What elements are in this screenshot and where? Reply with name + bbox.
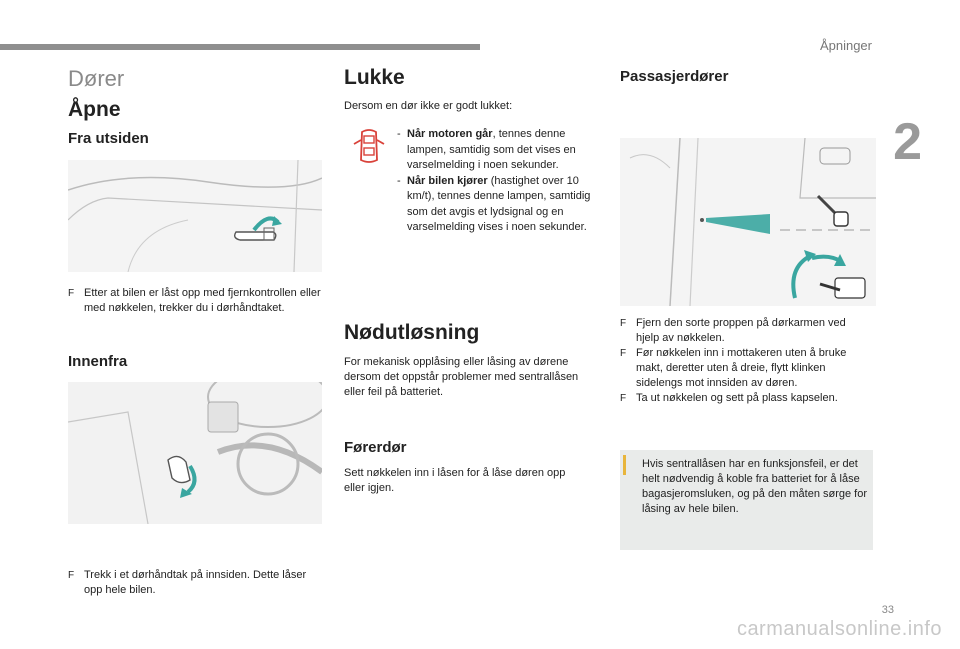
step-3-text: Ta ut nøkkelen og sett på plass kapselen. — [636, 392, 838, 404]
chapter-title: Åpninger — [819, 38, 872, 53]
inside-bullet-text: Trekk i et dørhåndtak på innsiden. Dette låser opp hele bilen. — [84, 569, 307, 596]
heading-close: Lukke — [344, 66, 405, 89]
door-open-warning-icon — [350, 126, 388, 166]
top-rule — [0, 44, 480, 50]
warning-2-bold: Når bilen kjører — [407, 174, 488, 187]
heading-from-inside: Innenfra — [68, 353, 128, 370]
heading-open: Åpne — [68, 98, 121, 121]
emergency-text: For mekanisk opplåsing eller låsing av dørene dersom det oppstår problemer med sentrallåsen eller feil på batteriet. — [344, 356, 579, 398]
emergency-lock-illustration — [620, 138, 876, 306]
heading-emergency-release: Nødutløsning — [344, 321, 480, 344]
warning-item-engine-running — [397, 127, 595, 174]
warning-2-text: (hastighet over 10 km/t), tennes denne lampen, samtidig som det avgis et lydsignal og en varselmelding vises i noen sekunder. — [407, 174, 591, 233]
heading-from-outside: Fra utsiden — [68, 130, 149, 147]
step-2 — [620, 346, 872, 391]
outside-bullet — [68, 286, 322, 316]
step-2-text: Før nøkkelen inn i mottakeren uten å bruke makt, deretter uten å dreie, flytt klinken sidelengs mot innsiden av døren. — [636, 347, 847, 389]
close-intro: Dersom en dør ikke er godt lukket: — [344, 100, 513, 112]
step-1-text: Fjern den sorte proppen på dørkarmen ved hjelp av nøkkelen. — [636, 317, 846, 344]
driver-door-text: Sett nøkkelen inn i låsen for å låse døren opp eller igjen. — [344, 467, 566, 494]
bullet-mark: F — [620, 393, 627, 404]
step-1 — [620, 316, 872, 346]
outside-bullet-text: Etter at bilen er låst opp med fjernkontrollen eller med nøkkelen, trekker du i dørhåndtaket. — [84, 287, 321, 314]
info-text: Hvis sentrallåsen har en funksjonsfeil, er det helt nødvendig å koble fra batteriet for å låse bagasjeromsluken, og på den måten sørge for låsing av hele bilen. — [642, 458, 868, 515]
chapter-number: 2 — [893, 113, 922, 171]
outside-handle-illustration — [68, 160, 322, 272]
warning-item-driving — [397, 174, 595, 236]
info-icon — [623, 455, 626, 475]
bullet-mark: F — [68, 288, 75, 299]
bullet-mark: F — [68, 570, 75, 581]
inside-handle-illustration — [68, 382, 322, 524]
watermark: carmanualsonline.info — [736, 618, 942, 640]
warning-1-bold: Når motoren går — [407, 128, 493, 140]
dash-mark: - — [397, 128, 401, 140]
page-number: 33 — [881, 604, 894, 616]
step-3 — [620, 391, 872, 406]
dash-mark: - — [397, 174, 401, 187]
bullet-mark: F — [620, 348, 627, 359]
emergency-steps — [620, 316, 872, 406]
section-title: Dører — [68, 66, 125, 91]
inside-bullet — [68, 568, 322, 598]
heading-passenger-doors: Passasjerdører — [620, 68, 729, 85]
bullet-mark: F — [620, 318, 627, 329]
heading-driver-door: Førerdør — [344, 439, 407, 456]
door-warning-list — [397, 127, 595, 236]
warning-1-text: , tennes denne lampen, samtidig som det vises en varselmelding i noen sekunder. — [407, 128, 576, 171]
